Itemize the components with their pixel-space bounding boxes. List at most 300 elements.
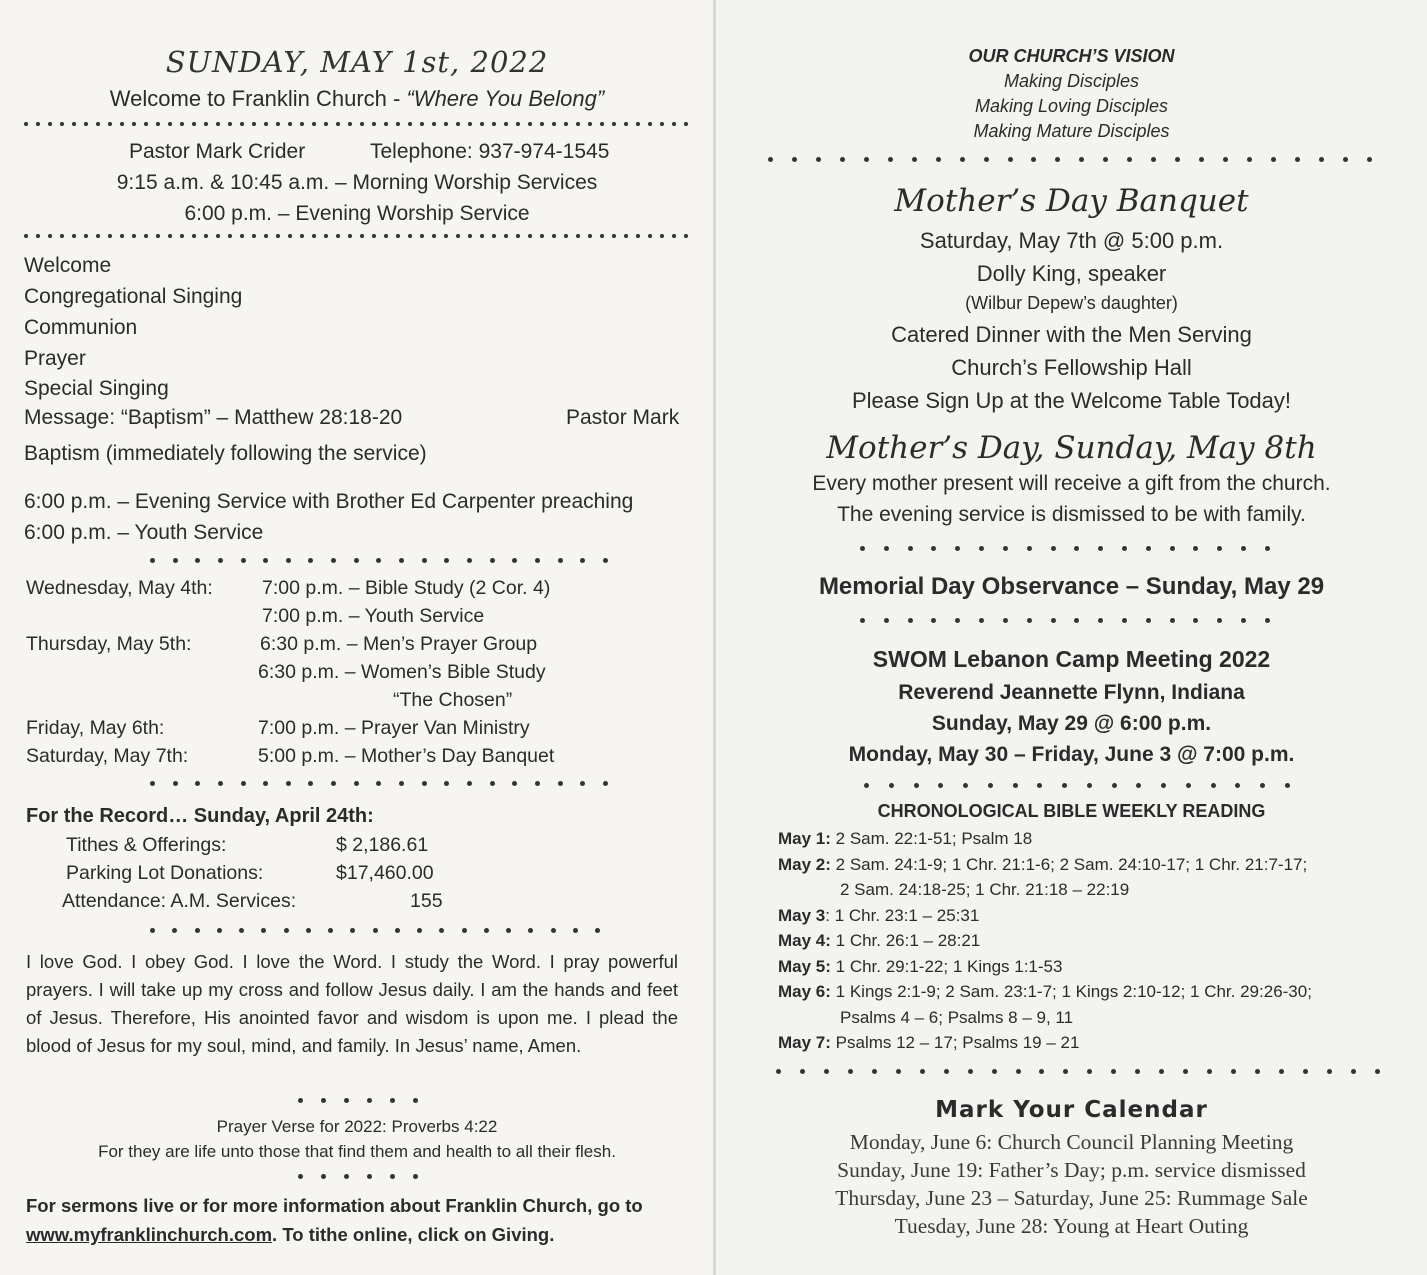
divider-dot: [936, 157, 941, 162]
divider-dot: [768, 157, 773, 162]
divider-dot: [432, 234, 436, 238]
divider-dot: [252, 122, 256, 126]
divider-dot: [512, 558, 517, 563]
divider-dot: [931, 618, 936, 623]
divider-dot: [312, 234, 316, 238]
divider-dot: [240, 234, 244, 238]
divider-dot: [48, 234, 52, 238]
divider-diamonds: [864, 783, 1290, 788]
divider-dot: [228, 122, 232, 126]
sermon-speaker: Pastor Mark: [566, 406, 680, 429]
divider-diamonds: [768, 157, 1372, 162]
divider-dot: [360, 234, 364, 238]
divider-dot: [150, 558, 155, 563]
divider-dot: [284, 928, 289, 933]
divider-dot: [648, 122, 652, 126]
divider-dot: [195, 558, 200, 563]
divider-dot: [979, 618, 984, 623]
divider-dot: [600, 122, 604, 126]
divider-dot: [800, 1069, 805, 1074]
divider-dot: [350, 928, 355, 933]
divider-dot: [399, 558, 404, 563]
divider-dot: [624, 234, 628, 238]
vision-line: Making Loving Disciples: [974, 96, 1169, 116]
order-item: Communion: [24, 316, 138, 339]
divider-dot: [168, 234, 172, 238]
divider-dot: [684, 122, 688, 126]
divider-dot: [1170, 618, 1175, 623]
divider-dot: [1170, 546, 1175, 551]
schedule-day: Saturday, May 7th:: [26, 745, 189, 767]
divider-dot: [172, 928, 177, 933]
banquet-signup: Please Sign Up at the Welcome Table Today!: [851, 388, 1292, 413]
divider-dot: [390, 1098, 395, 1103]
divider-dot: [1265, 618, 1270, 623]
divider-dot: [48, 122, 52, 126]
divider-dot: [195, 928, 200, 933]
welcome-tagline: “Where You Belong”: [406, 86, 605, 111]
divider-dot: [261, 928, 266, 933]
calendar-item: Monday, June 6: Church Council Planning Meeting: [849, 1130, 1294, 1154]
divider-dot: [417, 928, 422, 933]
divider-dot: [889, 783, 894, 788]
vision-line: Making Mature Disciples: [973, 121, 1170, 141]
divider-dot: [1098, 618, 1103, 623]
divider-dot: [195, 781, 200, 786]
divider-dot: [1055, 157, 1060, 162]
reading-continuation: Psalms 4 – 6; Psalms 8 – 9, 11: [840, 1007, 1074, 1027]
camp-speaker: Reverend Jeannette Flynn, Indiana: [898, 681, 1245, 704]
divider-dot: [963, 783, 968, 788]
schedule-day: Friday, May 6th:: [26, 717, 165, 739]
divider-dot: [1223, 157, 1228, 162]
record-label: Parking Lot Donations:: [66, 862, 264, 884]
footer-text: For sermons live or for more information about Franklin Church, go to: [26, 1195, 643, 1216]
divider-diamonds: [860, 618, 1270, 623]
divider-dot: [1241, 546, 1246, 551]
divider-dot: [360, 122, 364, 126]
reading-passages: Psalms 12 – 17; Psalms 19 – 21: [830, 1033, 1080, 1052]
divider-dot: [1013, 783, 1018, 788]
welcome-prefix: Welcome to Franklin Church -: [109, 86, 407, 111]
divider-dot: [173, 558, 178, 563]
divider-dot: [558, 781, 563, 786]
schedule-day: Wednesday, May 4th:: [26, 577, 213, 599]
divider-dot: [120, 122, 124, 126]
divider-dot: [552, 234, 556, 238]
divider-dot: [468, 234, 472, 238]
divider-dot: [376, 781, 381, 786]
declaration-paragraph: I love God. I obey God. I love the Word. I study the Word. I pray powerful prayers. I will take up my cross and follow Jesus daily. I am the hands and feet of Jesus. Therefore, His anointed favor and wisdom is upon me. I plead the blood of Jesus for my soul, mind, and family. In Jesus’ name, Amen.: [26, 951, 678, 1056]
divider-dot: [344, 1098, 349, 1103]
divider-dot: [444, 122, 448, 126]
divider-dot: [384, 234, 388, 238]
divider-dot: [192, 234, 196, 238]
divider-dot: [1235, 783, 1240, 788]
divider-dot: [467, 558, 472, 563]
banquet-location: Church’s Fellowship Hall: [951, 355, 1192, 380]
divider-dot: [512, 781, 517, 786]
divider-dot: [204, 122, 208, 126]
record-label: Tithes & Offerings:: [66, 834, 227, 856]
divider-dot: [300, 234, 304, 238]
divider-dot: [603, 781, 608, 786]
divider-diamonds: [776, 1069, 1380, 1074]
divider-dot: [1159, 1069, 1164, 1074]
divider-dot: [1127, 157, 1132, 162]
banquet-speaker-note: (Wilbur Depew’s daughter): [965, 293, 1178, 313]
divider-dot: [422, 781, 427, 786]
divider-dot: [372, 122, 376, 126]
reading-item: [778, 826, 1378, 852]
camp-sunday: Sunday, May 29 @ 6:00 p.m.: [931, 712, 1212, 735]
pastor-name: Pastor Mark Crider: [129, 140, 306, 163]
mothers-day-evening: The evening service is dismissed to be with family.: [837, 503, 1306, 526]
divider-dot: [992, 1069, 997, 1074]
reading-item: [778, 852, 1378, 878]
divider-dot: [1079, 157, 1084, 162]
divider-dot: [324, 122, 328, 126]
divider-dot: [516, 234, 520, 238]
divider-dot: [1183, 1069, 1188, 1074]
divider-diamonds: [150, 558, 608, 563]
divider-dot: [218, 558, 223, 563]
sermon-message: Message: “Baptism” – Matthew 28:18-20: [24, 406, 403, 429]
divider-dot: [367, 1098, 372, 1103]
mothers-day-gift: Every mother present will receive a gift from the church.: [812, 472, 1331, 495]
divider-dot: [420, 122, 424, 126]
church-website-link[interactable]: www.myfranklinchurch.com: [26, 1224, 273, 1245]
divider-dot: [36, 122, 40, 126]
divider-dot: [1295, 157, 1300, 162]
divider-dot: [24, 122, 28, 126]
prayer-verse-text: For they are life unto those that find them and health to all their flesh.: [98, 1142, 616, 1161]
divider-dot: [624, 122, 628, 126]
divider-dot: [228, 234, 232, 238]
divider-dot: [462, 928, 467, 933]
baptism-note: Baptism (immediately following the service): [24, 442, 427, 465]
banquet-title: Mother’s Day Banquet: [894, 183, 1249, 219]
divider-dot: [408, 122, 412, 126]
divider-dot: [1199, 157, 1204, 162]
divider-diamonds: [24, 234, 688, 238]
divider-dot: [564, 234, 568, 238]
divider-dot: [308, 558, 313, 563]
divider-dot: [504, 122, 508, 126]
divider-dot: [1186, 783, 1191, 788]
divider-dot: [72, 122, 76, 126]
divider-dot: [336, 122, 340, 126]
camp-meeting-title: SWOM Lebanon Camp Meeting 2022: [872, 646, 1271, 672]
record-value: 155: [410, 890, 443, 912]
divider-dot: [276, 234, 280, 238]
divider-dot: [492, 122, 496, 126]
divider-dot: [396, 234, 400, 238]
divider-dot: [1271, 157, 1276, 162]
divider-dot: [150, 928, 155, 933]
evening-preaching: 6:00 p.m. – Evening Service with Brother Ed Carpenter preaching: [24, 490, 634, 513]
reading-day: May 4:: [778, 931, 831, 950]
divider-dot: [576, 122, 580, 126]
divider-dot: [979, 546, 984, 551]
evening-service: 6:00 p.m. – Evening Worship Service: [184, 202, 530, 225]
divider-dot: [540, 122, 544, 126]
divider-dot: [1098, 546, 1103, 551]
reading-list: [778, 826, 1378, 1056]
divider-dot: [420, 234, 424, 238]
divider-dot: [308, 781, 313, 786]
divider-dot: [1074, 618, 1079, 623]
divider-dot: [600, 234, 604, 238]
schedule-event: 7:00 p.m. – Bible Study (2 Cor. 4): [262, 577, 551, 599]
vision-line: Making Disciples: [1003, 71, 1140, 91]
prayer-verse-title: Prayer Verse for 2022: Proverbs 4:22: [216, 1117, 498, 1136]
divider-dot: [938, 783, 943, 788]
footer-text: . To tithe online, click on Giving.: [272, 1224, 555, 1245]
divider-dot: [908, 546, 913, 551]
divider-dot: [241, 781, 246, 786]
divider-dot: [321, 1174, 326, 1179]
schedule-event: 7:00 p.m. – Youth Service: [262, 605, 485, 627]
divider-dot: [1279, 1069, 1284, 1074]
divider-dot: [252, 234, 256, 238]
divider-diamonds: [298, 1098, 418, 1103]
divider-dot: [217, 928, 222, 933]
divider-dot: [376, 558, 381, 563]
reading-passages: 2 Sam. 22:1-51; Psalm 18: [830, 829, 1033, 848]
memorial-day: Memorial Day Observance – Sunday, May 29: [818, 573, 1325, 600]
divider-dot: [239, 928, 244, 933]
divider-dot: [1255, 1069, 1260, 1074]
divider-dot: [144, 122, 148, 126]
divider-dot: [1016, 1069, 1021, 1074]
reading-passages: 1 Kings 2:1-9; 2 Sam. 23:1-7; 1 Kings 2:10-12; 1 Chr. 29:26-30;: [830, 982, 1312, 1001]
divider-dot: [144, 234, 148, 238]
divider-dot: [506, 928, 511, 933]
divider-dot: [1039, 1069, 1044, 1074]
divider-dot: [1217, 618, 1222, 623]
divider-dot: [1260, 783, 1265, 788]
divider-dot: [216, 234, 220, 238]
schedule-event: “The Chosen”: [393, 689, 513, 711]
reading-passages: : 1 Chr. 23:1 – 25:31: [825, 905, 980, 925]
divider-dot: [240, 122, 244, 126]
divider-dot: [467, 781, 472, 786]
divider-dot: [1122, 618, 1127, 623]
divider-dot: [896, 1069, 901, 1074]
divider-dot: [588, 122, 592, 126]
divider-dot: [872, 1069, 877, 1074]
order-item: Welcome: [24, 254, 112, 277]
divider-dot: [792, 157, 797, 162]
reading-item: [778, 903, 1378, 929]
calendar-title: Mark Your Calendar: [935, 1097, 1208, 1123]
divider-dot: [558, 558, 563, 563]
divider-dot: [276, 122, 280, 126]
divider-dot: [156, 234, 160, 238]
divider-dot: [468, 122, 472, 126]
divider-dot: [920, 1069, 925, 1074]
divider-dot: [884, 618, 889, 623]
reading-item: [778, 1030, 1378, 1056]
divider-dot: [192, 122, 196, 126]
divider-dot: [408, 234, 412, 238]
divider-dot: [348, 234, 352, 238]
divider-dot: [516, 122, 520, 126]
divider-dot: [944, 1069, 949, 1074]
camp-weekdays: Monday, May 30 – Friday, June 3 @ 7:00 p.m.: [848, 743, 1295, 766]
reading-day: May 6:: [778, 982, 831, 1001]
divider-dot: [1193, 546, 1198, 551]
divider-dot: [984, 157, 989, 162]
divider-dot: [955, 546, 960, 551]
divider-dot: [432, 122, 436, 126]
reading-item: [778, 979, 1378, 1005]
divider-dot: [636, 122, 640, 126]
divider-dot: [1146, 546, 1151, 551]
divider-dot: [576, 234, 580, 238]
divider-dot: [595, 928, 600, 933]
divider-dot: [580, 558, 585, 563]
divider-dot: [1211, 783, 1216, 788]
divider-dot: [660, 122, 664, 126]
reading-passages: 1 Chr. 29:1-22; 1 Kings 1:1-53: [830, 956, 1063, 976]
divider-dot: [968, 1069, 973, 1074]
schedule-day: Thursday, May 5th:: [26, 633, 192, 655]
divider-dot: [328, 928, 333, 933]
divider-dot: [528, 234, 532, 238]
divider-dot: [1051, 618, 1056, 623]
welcome-line: [0, 86, 714, 112]
banquet-date: Saturday, May 7th @ 5:00 p.m.: [919, 228, 1224, 253]
divider-dot: [1327, 1069, 1332, 1074]
divider-dot: [1003, 546, 1008, 551]
reading-day: May 3: [778, 905, 826, 925]
divider-dot: [413, 1174, 418, 1179]
reading-day: May 7:: [778, 1033, 831, 1052]
footer-info: [26, 1191, 686, 1249]
divider-dot: [988, 783, 993, 788]
divider-dot: [660, 234, 664, 238]
divider-dot: [173, 781, 178, 786]
divider-diamonds: [150, 928, 600, 933]
divider-dot: [1175, 157, 1180, 162]
calendar-item: Tuesday, June 28: Young at Heart Outing: [894, 1214, 1249, 1238]
divider-dot: [1146, 618, 1151, 623]
divider-dot: [588, 234, 592, 238]
divider-dot: [603, 558, 608, 563]
divider-diamonds: [860, 546, 1270, 551]
divider-dot: [1193, 618, 1198, 623]
divider-dot: [367, 1174, 372, 1179]
divider-dot: [860, 546, 865, 551]
divider-dot: [1087, 1069, 1092, 1074]
divider-dot: [168, 122, 172, 126]
divider-dot: [36, 234, 40, 238]
divider-dot: [96, 122, 100, 126]
divider-dot: [1217, 546, 1222, 551]
divider-dot: [612, 122, 616, 126]
divider-dot: [444, 234, 448, 238]
divider-dot: [288, 122, 292, 126]
divider-dot: [1051, 546, 1056, 551]
divider-dot: [490, 558, 495, 563]
divider-dot: [884, 546, 889, 551]
divider-dot: [24, 234, 28, 238]
reading-passages: 2 Sam. 24:1-9; 1 Chr. 21:1-6; 2 Sam. 24:10-17; 1 Chr. 21:7-17;: [830, 854, 1308, 874]
reading-passages: 1 Chr. 26:1 – 28:21: [830, 931, 981, 950]
divider-dot: [150, 781, 155, 786]
divider-dot: [580, 781, 585, 786]
reading-title: CHRONOLOGICAL BIBLE WEEKLY READING: [877, 801, 1266, 821]
divider-diamonds: [150, 781, 608, 786]
divider-dot: [132, 234, 136, 238]
divider-diamonds: [24, 122, 688, 126]
divider-dot: [373, 928, 378, 933]
divider-dot: [108, 234, 112, 238]
divider-dot: [1161, 783, 1166, 788]
divider-dot: [348, 122, 352, 126]
reading-item: [778, 954, 1378, 980]
divider-dot: [864, 783, 869, 788]
divider-dot: [344, 1174, 349, 1179]
divider-dot: [354, 781, 359, 786]
schedule-event: 6:30 p.m. – Women’s Bible Study: [258, 661, 546, 683]
divider-dot: [306, 928, 311, 933]
divider-dot: [456, 122, 460, 126]
divider-dot: [204, 234, 208, 238]
divider-dot: [1343, 157, 1348, 162]
divider-dot: [60, 234, 64, 238]
divider-dot: [955, 618, 960, 623]
divider-dot: [156, 122, 160, 126]
divider-dot: [816, 157, 821, 162]
divider-dot: [684, 234, 688, 238]
record-heading: For the Record… Sunday, April 24th:: [26, 805, 374, 827]
divider-dot: [1319, 157, 1324, 162]
divider-dot: [263, 781, 268, 786]
vision-title: OUR CHURCH’S VISION: [968, 46, 1175, 66]
divider-dot: [241, 558, 246, 563]
divider-dot: [180, 234, 184, 238]
divider-dot: [84, 234, 88, 238]
divider-dot: [456, 234, 460, 238]
divider-dot: [1027, 618, 1032, 623]
divider-dot: [1136, 783, 1141, 788]
divider-dot: [1265, 546, 1270, 551]
divider-dot: [1351, 1069, 1356, 1074]
divider-dot: [108, 122, 112, 126]
divider-dot: [672, 122, 676, 126]
schedule-event: 6:30 p.m. – Men’s Prayer Group: [260, 633, 538, 655]
reading-day: May 2:: [778, 854, 831, 874]
divider-dot: [413, 1098, 418, 1103]
divider-dot: [384, 122, 388, 126]
divider-dot: [636, 234, 640, 238]
divider-dot: [1003, 618, 1008, 623]
divider-dot: [1074, 546, 1079, 551]
divider-dot: [324, 234, 328, 238]
schedule-event: 7:00 p.m. – Prayer Van Ministry: [258, 717, 530, 739]
divider-dot: [1375, 1069, 1380, 1074]
divider-dot: [84, 122, 88, 126]
order-item: Prayer: [24, 347, 86, 370]
divider-dot: [286, 781, 291, 786]
divider-dot: [1367, 157, 1372, 162]
divider-dot: [1111, 1069, 1116, 1074]
divider-dot: [390, 1174, 395, 1179]
divider-dot: [1151, 157, 1156, 162]
